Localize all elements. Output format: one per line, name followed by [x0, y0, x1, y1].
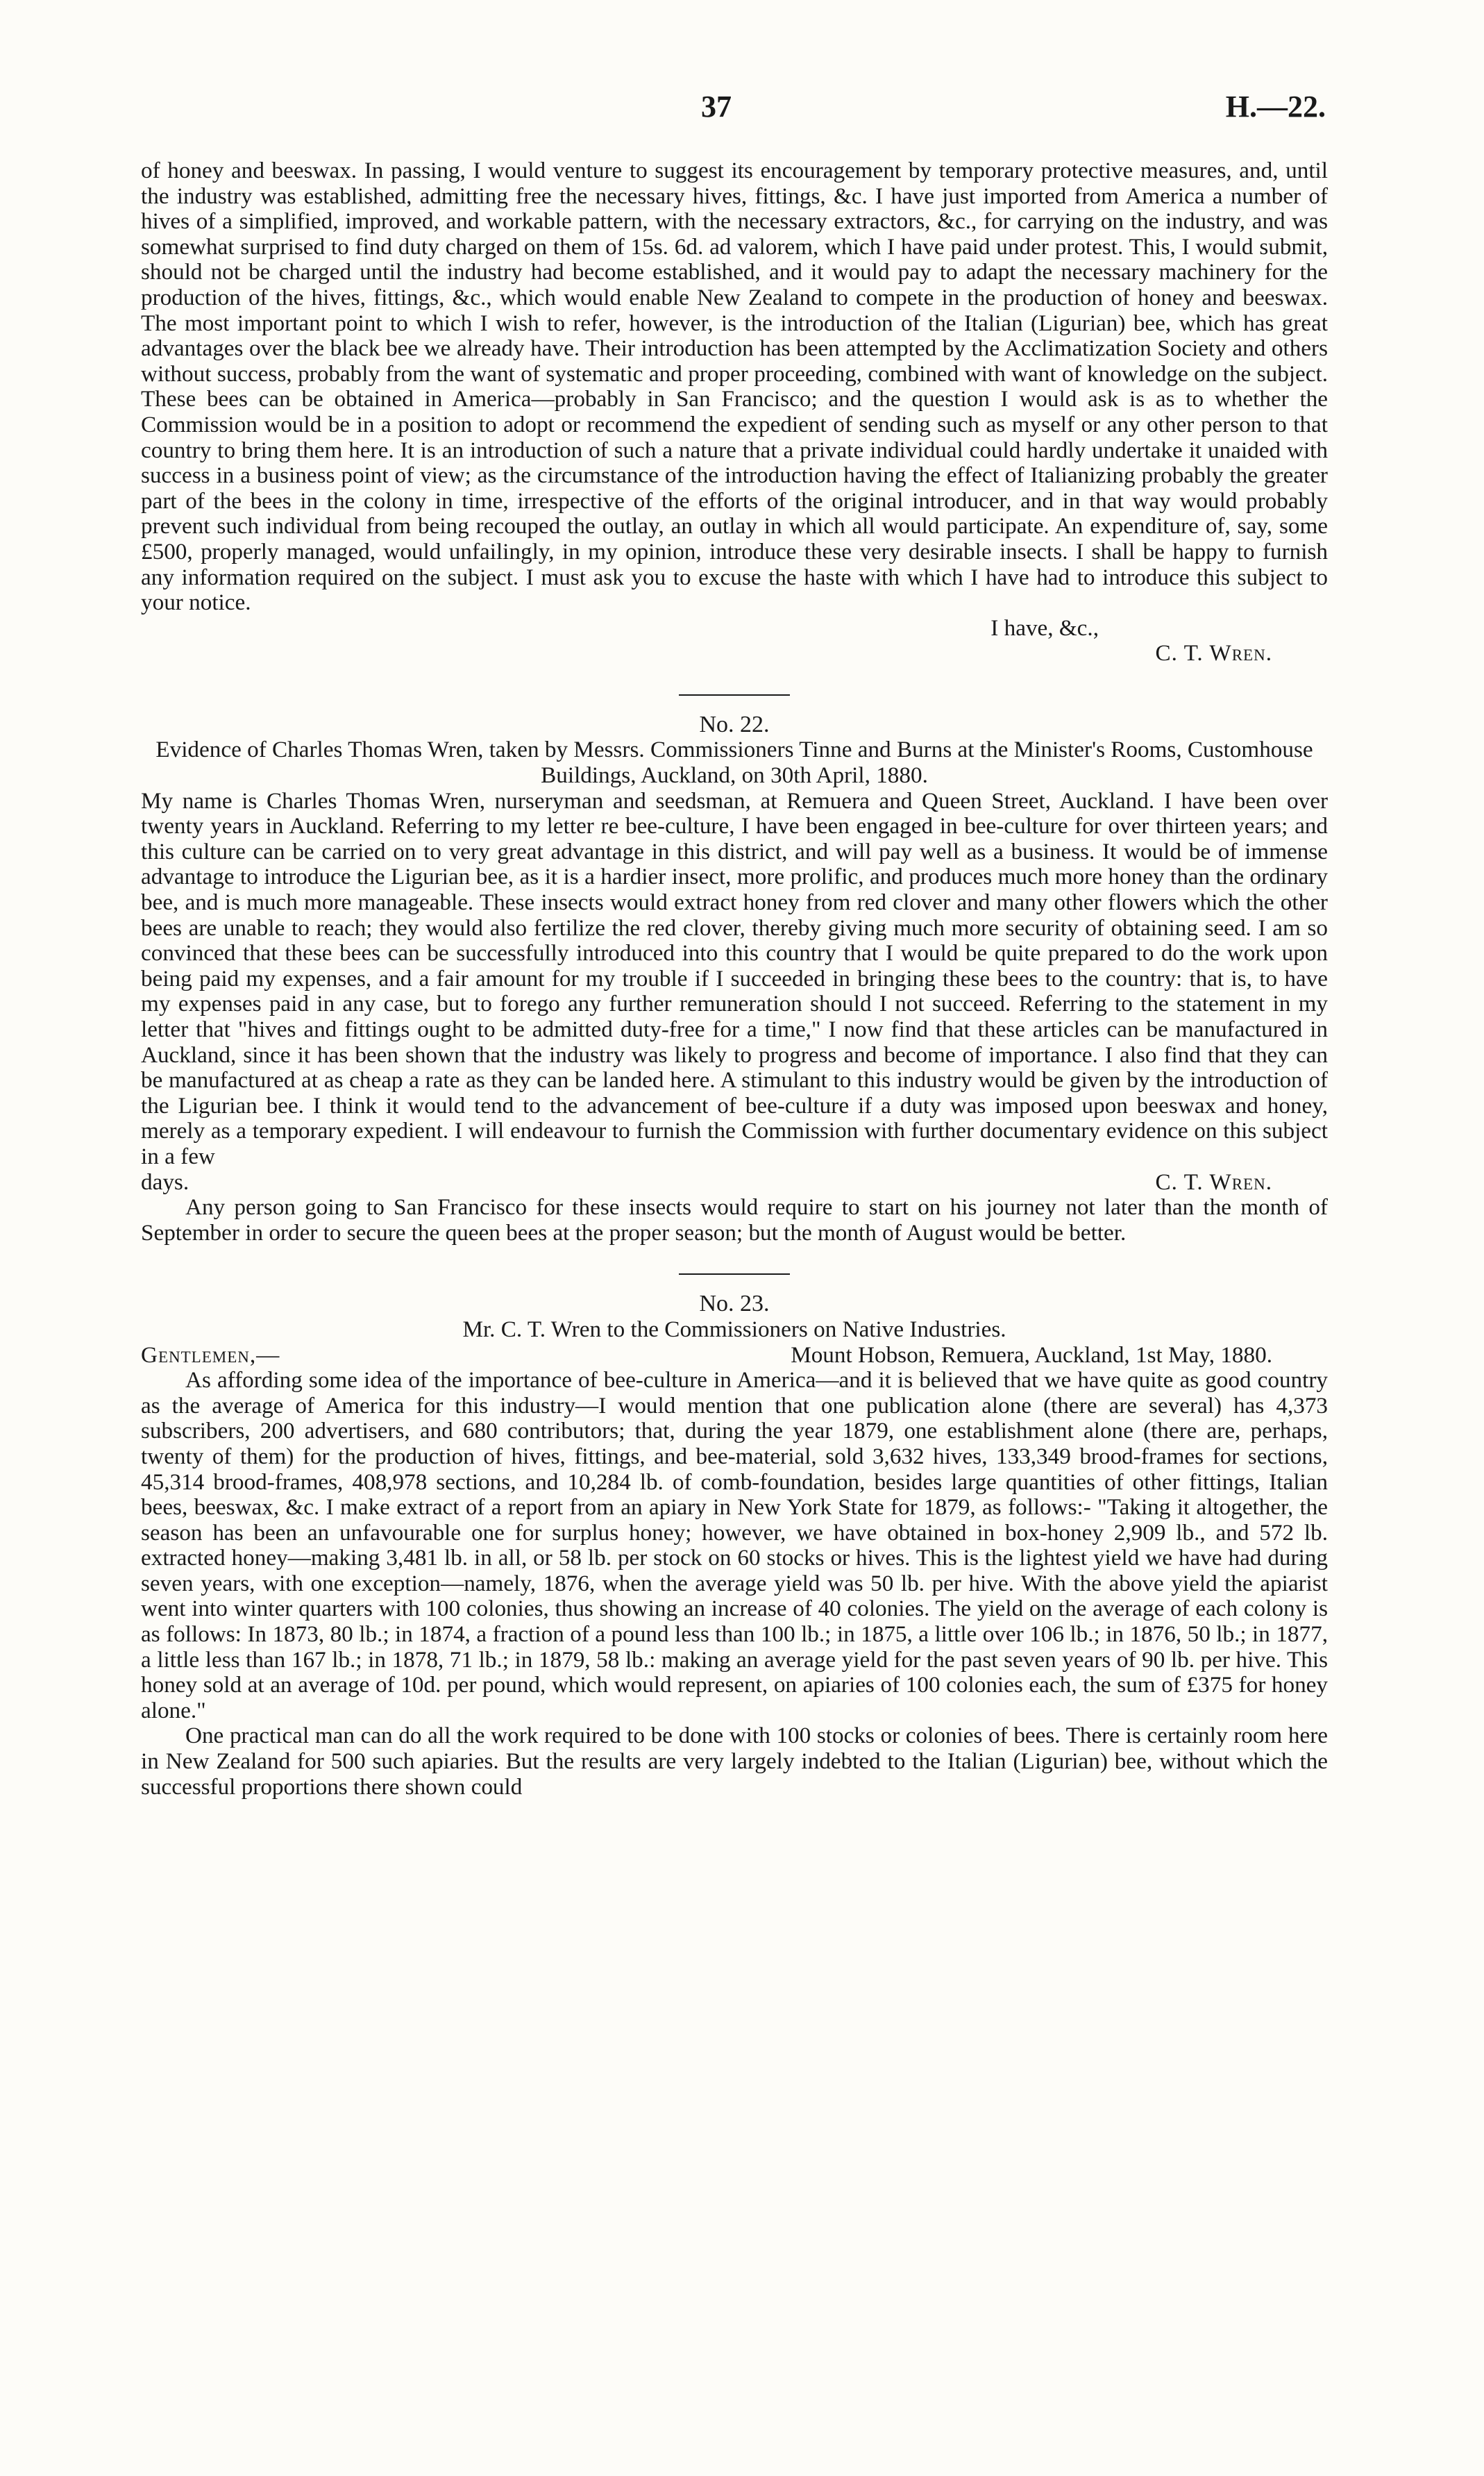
- letter-continued: [141, 158, 1328, 667]
- letter-signature: C. T. Wren.: [1155, 640, 1272, 667]
- evidence-signature: C. T. Wren.: [1155, 1169, 1272, 1195]
- letter-closing: I have, &c.,: [990, 614, 1099, 641]
- document-code: H.—22.: [1225, 90, 1326, 124]
- salutation: Gentlemen,—: [141, 1341, 280, 1368]
- address-date: Mount Hobson, Remuera, Auckland, 1st May, 1880.: [791, 1341, 1272, 1368]
- section-number-22: No. 22.: [699, 711, 770, 737]
- evidence-signature-line: [141, 1170, 1328, 1196]
- letter-paragraph-2: One practical man can do all the work required to be done with 100 stocks or colonies of bees. There is certainly room here in New Zealand for 500 such apiaries. But the results are very largely indebted to the Italian (Ligurian) bee, without which the successful proportions there shown could: [141, 1723, 1328, 1800]
- letter-body: of honey and beeswax. In passing, I would venture to suggest its encouragement by temporary protective measures, and, until the industry was established, admitting free the necessary hives, fittings, &c. I have just imported from America a number of hives of a simplified, improved, and workable pattern, with the necessary extractors, &c., for carrying on the industry, and was somewhat surprised to find duty charged on them of 15s. 6d. ad valorem, which I have paid under protest. This, I would submit, should not be charged until the industry had become established, and it would pay to adapt the necessary machinery for the production of the hives, fittings, &c., which would enable New Zealand to compete in the production of honey and beeswax. The most important point to which I wish to refer, however, is the introduction of the Italian (Ligurian) bee, which has great advantages over the black bee we already have. Their introduction has been attempted by the Acclimatization Society and others without success, probably from the want of systematic and proper proceeding, combined with want of knowledge on the subject. These bees can be obtained in America—probably in San Francisco; and the question I would ask is as to whether the Commission would be in a position to adopt or recommend the expedient of sending such as myself or any other person to that country to bring them here. It is an introduction of such a nature that a private individual could hardly undertake it unaided with success in a business point of view; as the circumstance of the introduction having the effect of Italianizing probably the greater part of the bees in the colony in time, irrespective of the efforts of the original introducer, and in that way would probably prevent such individual from being recouped the outlay, an outlay in which all would participate. An expenditure of, say, some £500, properly managed, would unfailingly, in my opinion, introduce these very desirable insects. I shall be happy to furnish any information required on the subject. I must ask you to excuse the haste with which I have had to introduce this subject to your notice.: [141, 158, 1328, 616]
- section-number-23: No. 23.: [699, 1291, 770, 1317]
- section-divider: [679, 694, 790, 696]
- evidence-heading: Evidence of Charles Thomas Wren, taken by Messrs. Commissioners Tinne and Burns at the Minister's Rooms, Customhouse Buildings, Auckland, on 30th April, 1880.: [155, 737, 1313, 789]
- letter-paragraph-1: As affording some idea of the importance of bee-culture in America—and it is believed that we have quite as good country as the average of America for this industry—I would mention that one publication alone (there are several) has 4,373 subscribers, 200 advertisers, and 680 contributors; that, during the year 1879, one establishment alone (there are, perhaps, twenty of them) for the production of hives, fittings, and bee-material, sold 3,632 hives, 133,349 brood-frames for sections, 45,314 brood-frames, 408,978 sections, and 10,284 lb. of comb-foundation, besides large quantities of other fittings, Italian bees, beeswax, &c. I make extract of a report from an apiary in New York State for 1879, as follows:- "Taking it altogether, the season has been an unfavourable one for surplus honey; however, we have obtained in box-honey 2,909 lb., and 572 lb. extracted honey—making 3,481 lb. in all, or 58 lb. per stock on 60 stocks or hives. This is the lightest yield we have had during seven years, with one exception—namely, 1876, when the average yield was 50 lb. per hive. With the above yield the apiarist went into winter quarters with 100 colonies, thus showing an increase of 40 colonies. The yield on the average of each colony is as follows: In 1873, 80 lb.; in 1874, a fraction of a pound less than 100 lb.; in 1875, a little over 106 lb.; in 1876, 50 lb.; in 1877, a little less than 167 lb.; in 1878, 71 lb.; in 1879, 58 lb.: making an average yield for the past seven years of 90 lb. per hive. This honey sold at an average of 10d. per pound, which would represent, on apiaries of 100 colonies each, the sum of £375 for honey alone.": [141, 1367, 1328, 1723]
- page-content: [141, 158, 1328, 1800]
- section-divider: [679, 1273, 790, 1275]
- evidence-last-word: days.: [141, 1169, 189, 1195]
- letter-header: [141, 1343, 1328, 1369]
- evidence-body: My name is Charles Thomas Wren, nurseryman and seedsman, at Remuera and Queen Street, Auckland. I have been over twenty years in Auckland. Referring to my letter re bee-culture, I have been engaged in bee-culture for over thirteen years; and this culture can be carried on to very great advantage in this district, and will pay well as a business. It would be of immense advantage to introduce the Ligurian bee, as it is a hardier insect, more prolific, and produces much more honey than the ordinary bee, and is much more manageable. These insects would extract honey from red clover and many other flowers which the other bees are unable to reach; they would also fertilize the red clover, thereby giving much more security of obtaining seed. I am so convinced that these bees can be successfully introduced into this country that I would be quite prepared to do the work upon being paid my expenses, and a fair amount for my trouble if I succeeded in bringing these bees to the country: that is, to have my expenses paid in any case, but to forego any further remuneration should I not succeed. Referring to the statement in my letter that "hives and fittings ought to be admitted duty-free for a time," I now find that these articles can be manufactured in Auckland, since it has been shown that the industry was likely to progress and become of importance. I also find that they can be manufactured at as cheap a rate as they can be landed here. A stimulant to this industry would be given by the introduction of the Ligurian bee. I think it would tend to the advancement of bee-culture if a duty was imposed upon beeswax and honey, merely as a temporary expedient. I will endeavour to furnish the Commission with further documentary evidence on this subject in a few: [141, 787, 1328, 1169]
- section-no-23: [141, 1291, 1328, 1800]
- evidence-addendum: Any person going to San Francisco for these insects would require to start on his journey not later than the month of September in order to secure the queen bees at the proper season; but the month of August would be better.: [141, 1194, 1328, 1246]
- letter-title: Mr. C. T. Wren to the Commissioners on Native Industries.: [462, 1316, 1006, 1342]
- section-no-22: [141, 712, 1328, 1246]
- page-number: 37: [701, 90, 732, 124]
